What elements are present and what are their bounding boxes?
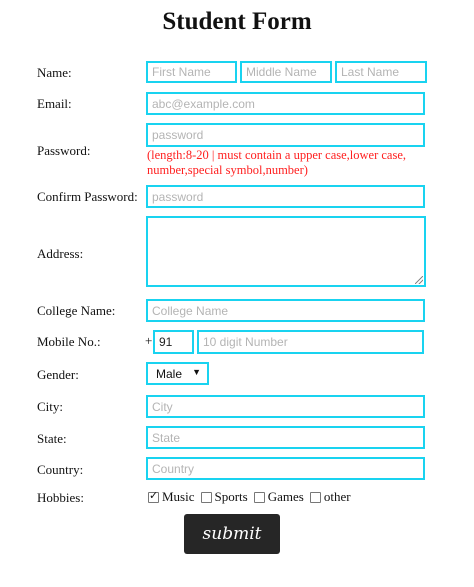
city-label: City: <box>37 399 64 414</box>
confirm-password-input[interactable] <box>146 185 425 208</box>
mobile-number-input[interactable] <box>197 330 424 354</box>
first-name-input[interactable] <box>146 61 237 83</box>
college-name-input[interactable] <box>146 299 425 322</box>
password-requirements-hint: (length:8-20 | must contain a upper case,lower case, number,special symbol,number) <box>147 148 407 177</box>
hobby-other[interactable] <box>310 489 351 505</box>
state-input[interactable] <box>146 426 425 449</box>
address-textarea[interactable] <box>146 216 426 287</box>
dropdown-arrow-icon: ▼ <box>192 367 201 377</box>
hobby-sports[interactable] <box>201 489 248 505</box>
college-name-label: College Name: <box>37 303 116 318</box>
mobile-label: Mobile No.: <box>37 334 101 349</box>
hobby-checkbox[interactable] <box>254 492 265 503</box>
hobby-checkbox[interactable] <box>148 492 159 503</box>
country-label: Country: <box>37 462 84 477</box>
hobby-label: other <box>323 489 351 504</box>
page-title: Student Form <box>162 8 312 35</box>
hobby-label: Sports <box>214 489 248 504</box>
address-label: Address: <box>37 246 84 261</box>
email-label: Email: <box>37 96 72 111</box>
password-input[interactable] <box>146 123 425 147</box>
city-input[interactable] <box>146 395 425 418</box>
resize-grip-icon[interactable] <box>415 276 423 284</box>
hobby-music[interactable] <box>148 489 195 505</box>
country-code-input[interactable] <box>153 330 194 354</box>
hobby-checkbox[interactable] <box>201 492 212 503</box>
country-code-plus: + <box>145 333 153 348</box>
country-input[interactable] <box>146 457 425 480</box>
hobbies-group <box>148 489 357 505</box>
hobby-checkbox[interactable] <box>310 492 321 503</box>
middle-name-input[interactable] <box>240 61 332 83</box>
gender-select[interactable] <box>146 362 209 385</box>
gender-selected-value: Male <box>156 366 183 381</box>
confirm-password-label: Confirm Password: <box>37 189 138 204</box>
email-input[interactable] <box>146 92 425 115</box>
state-label: State: <box>37 431 67 446</box>
name-label: Name: <box>37 65 72 80</box>
hobby-label: Music <box>162 489 195 504</box>
last-name-input[interactable] <box>335 61 427 83</box>
hobby-games[interactable] <box>254 489 304 505</box>
submit-button[interactable]: submit <box>184 514 280 554</box>
hobbies-label: Hobbies: <box>37 490 84 505</box>
gender-label: Gender: <box>37 367 79 382</box>
password-label: Password: <box>37 143 91 158</box>
hobby-label: Games <box>267 489 304 504</box>
